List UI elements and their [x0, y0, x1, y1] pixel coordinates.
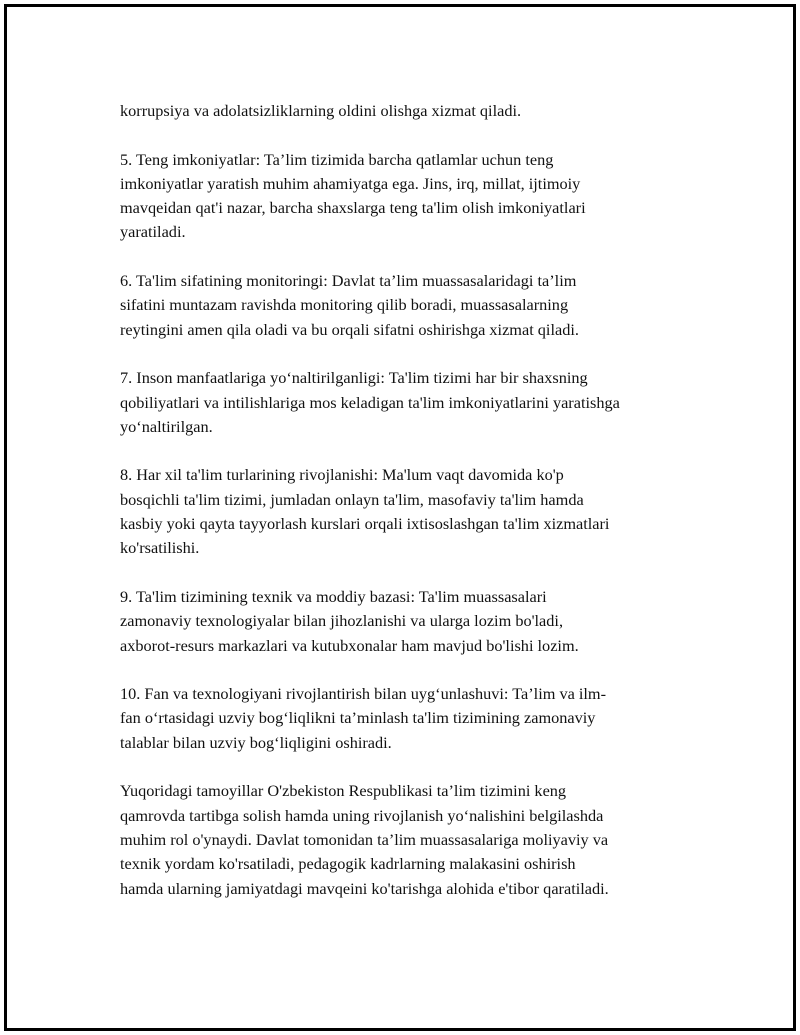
page-frame [4, 4, 796, 1031]
paragraph-education-types: 8. Har xil ta'lim turlarining rivojlanishi: Ma'lum vaqt davomida ko'p bosqichli ta'lim tizimi, jumladan onlayn ta'lim, masofaviy ta'lim hamda kasbiy yoki qayta tayyorlash kurslari orqali ixtisoslashgan ta'lim xizmatlari ko'rsatilishi. [120, 465, 610, 558]
paragraph-human-interests: 7. Inson manfaatlariga yo‘naltirilganligi: Ta'lim tizimi har bir shaxsning qobiliyatlari va intilishlariga mos keladigan ta'lim imkoniyatlarini yaratishga yo‘naltirilgan. [120, 368, 620, 436]
paragraph-conclusion: Yuqoridagi tamoyillar O'zbekiston Respublikasi ta’lim tizimini keng qamrovda tartibga solish hamda uning rivojlanish yo‘nalishini belgilashda muhim rol o'ynaydi. Davlat tomonidan ta’lim muassasalariga moliyaviy va texnik yordam ko'rsatiladi, pedagogik kadrlarning malakasini oshirish hamda ularning jamiyatdagi mavqeini ko'tarishga alohida e'tibor qaratiladi. [120, 781, 609, 898]
document-body [120, 99, 700, 901]
paragraph-quality-monitoring: 6. Ta'lim sifatining monitoringi: Davlat ta’lim muassasalaridagi ta’lim sifatini muntazam ravishda monitoring qilib boradi, muassasalarning reytingini amen qila oladi va bu orqali sifatni oshirishga xizmat qiladi. [120, 271, 579, 339]
paragraph-intro-continuation: korrupsiya va adolatsizliklarning oldini olishga xizmat qiladi. [120, 101, 522, 120]
paragraph-equal-opportunities: 5. Teng imkoniyatlar: Ta’lim tizimida barcha qatlamlar uchun teng imkoniyatlar yaratish muhim ahamiyatga ega. Jins, irq, millat, ijtimoiy mavqeidan qat'i nazar, barcha shaxslarga teng ta'lim olish imkoniyatlari yaratiladi. [120, 149, 586, 242]
paragraph-technical-base: 9. Ta'lim tizimining texnik va moddiy bazasi: Ta'lim muassasalari zamonaviy texnologiyalar bilan jihozlanishi va ularga lozim bo'ladi, axborot-resurs markazlari va kutubxonalar ham mavjud bo'lishi lozim. [120, 586, 579, 655]
paragraph-science-integration: 10. Fan va texnologiyani rivojlantirish bilan uyg‘unlashuvi: Ta’lim va ilm- fan o‘rtasidagi uzviy bog‘liqlikni ta’minlash ta'lim tizimining zamonaviy talablar bilan uzviy bog‘liqligini oshiradi. [120, 684, 607, 752]
